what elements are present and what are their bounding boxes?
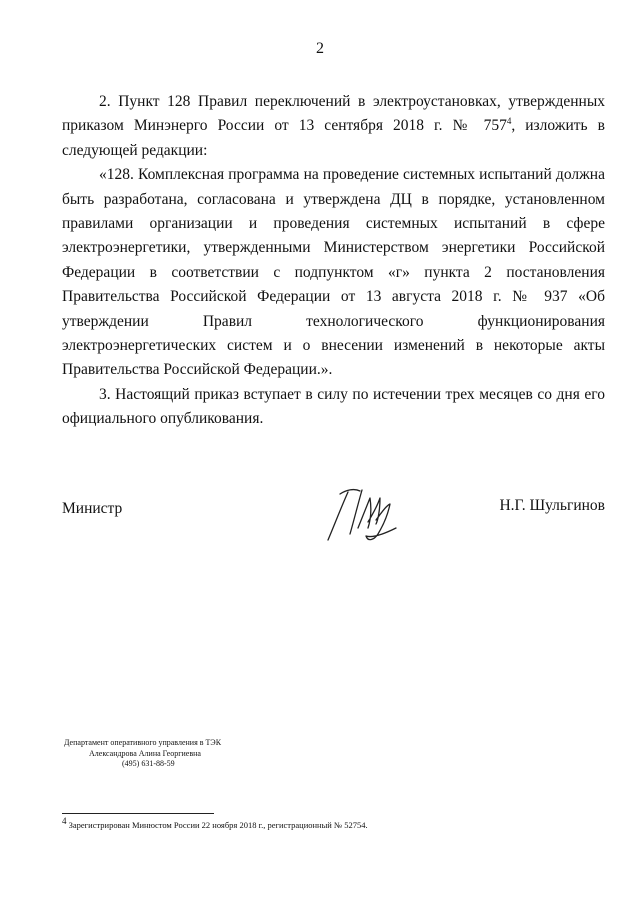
contact-department: Департамент оперативного управления в ТЭК — [64, 738, 222, 747]
document-body — [62, 90, 605, 432]
signature-block — [62, 497, 605, 560]
contact-person: Александрова Алина Георгиевна — [89, 748, 201, 758]
footnote-divider — [62, 813, 214, 814]
paragraph-2 — [62, 90, 605, 163]
paragraph-quoted-rule: «128. Комплексная программа на проведение системных испытаний должна быть разработана, согласована и утверждена ДЦ в порядке, установленном правилами организации и проведения системных испытаний в сфере электроэнергетики, утвержденными Министерством энергетики Российской Федерации в соответствии с подпунктом «г» пункта 2 постановления Правительства Российской Федерации от 13 августа 2018 г. № 937 «Об утверждении Правил технологического функционирования электроэнергетических систем и о внесении изменений в некоторые акты Правительства Российской Федерации.». — [62, 166, 605, 379]
handwritten-signature — [314, 482, 404, 552]
paragraph-2-text-start: 2. Пункт 128 Правил переключений в электроустановках, утвержденных приказом Минэнерго России от 13 сентября 2018 г. № 757 — [62, 93, 605, 135]
footnote — [62, 816, 368, 830]
signer-name: Н.Г. Шульгинов — [499, 497, 605, 514]
paragraph-3: 3. Настоящий приказ вступает в силу по истечении трех месяцев со дня его официального опубликования. — [62, 385, 605, 428]
footnote-marker: 4 — [62, 816, 67, 827]
signer-title: Министр — [62, 500, 123, 517]
paragraph-2-text-end: , изложить в следующей редакции: — [62, 117, 605, 159]
footnote-text: Зарегистрирован Минюстом России 22 ноября 2018 г., регистрационный № 52754. — [66, 820, 368, 830]
contact-block — [64, 738, 221, 770]
page-number: 2 — [316, 40, 324, 57]
footnote-reference: 4 — [506, 116, 512, 127]
contact-phone: (495) 631-88-59 — [122, 759, 175, 768]
